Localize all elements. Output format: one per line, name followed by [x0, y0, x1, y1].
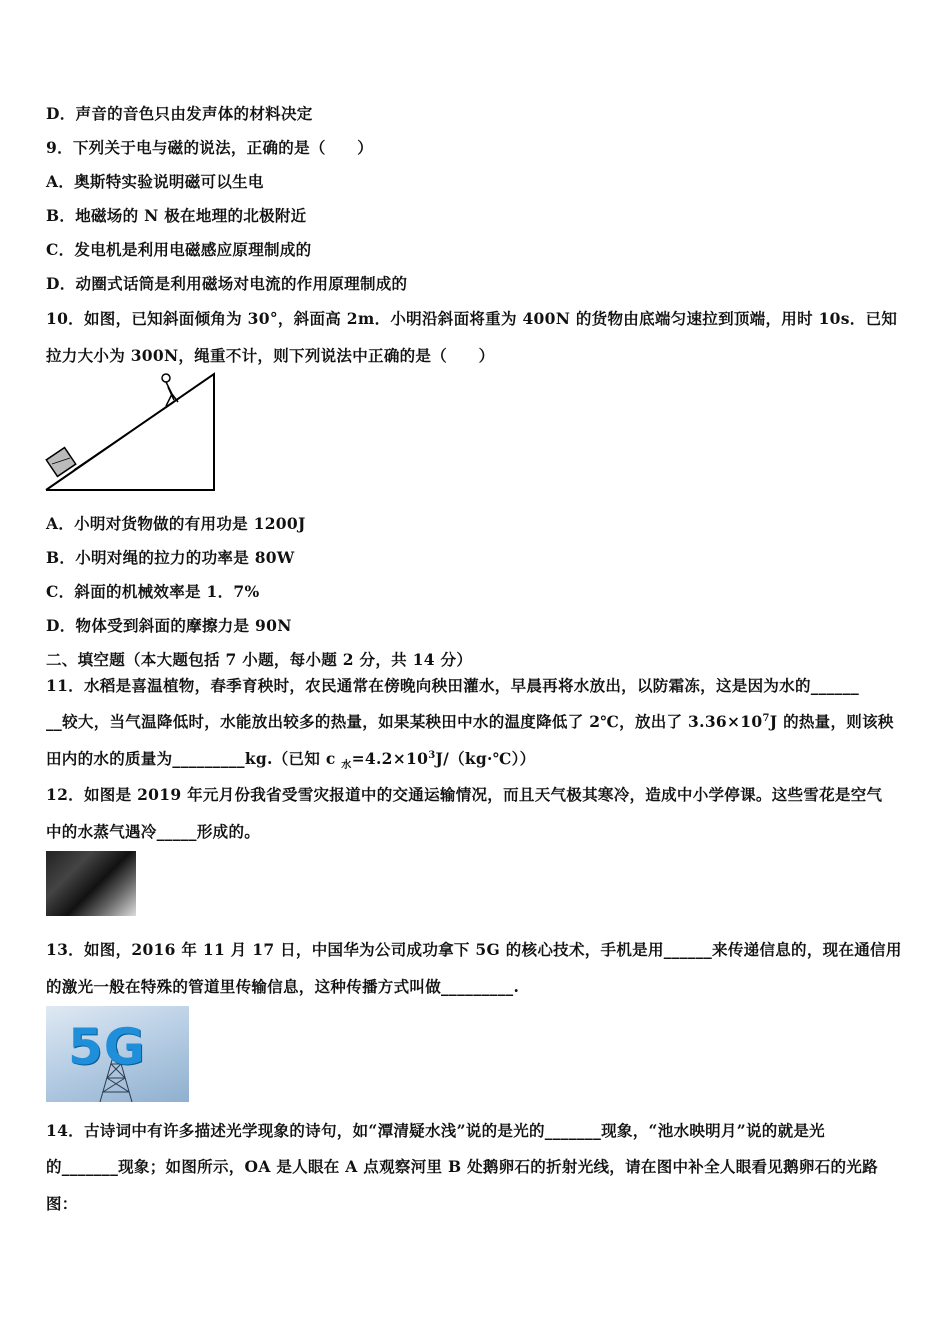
snow-photo: [46, 851, 136, 916]
question-10-option-c: C．斜面的机械效率是 1．7%: [46, 582, 260, 601]
incline-figure: [44, 372, 218, 494]
q11-text-e: J/（kg·℃））: [435, 749, 536, 768]
q11-exponent: 7: [762, 712, 770, 724]
question-11-line-1: 11．水稻是喜温植物，春季育秧时，农民通常在傍晚向秧田灌水，早晨再将水放出，以防霜冻，这是因为水的______: [46, 676, 860, 695]
question-9-option-b: B．地磁场的 N 极在地理的北极附近: [46, 206, 307, 225]
question-10-line-2: 拉力大小为 300N，绳重不计，则下列说法中正确的是（ ）: [46, 346, 495, 365]
q11-text-b: J 的热量，则该秧: [769, 712, 894, 731]
q11-text-d: =4.2×10: [351, 749, 429, 768]
question-9: 9．下列关于电与磁的说法，正确的是（ ）: [46, 138, 374, 157]
q11-text-a: __较大，当气温降低时，水能放出较多的热量，如果某秧田中水的温度降低了 2℃，放出了 3.36×10: [46, 712, 763, 731]
question-10-option-d: D．物体受到斜面的摩擦力是 90N: [46, 616, 292, 635]
section-2-heading: 二、填空题（本大题包括 7 小题，每小题 2 分，共 14 分）: [46, 650, 473, 669]
question-13-line-2: 的激光一般在特殊的管道里传输信息，这种传播方式叫做_________.: [46, 977, 520, 996]
question-12-line-2: 中的水蒸气遇冷_____形成的。: [46, 822, 261, 841]
q11-text-c: 田内的水的质量为_________kg.（已知 c: [46, 749, 342, 768]
question-11-line-2: [46, 710, 894, 732]
question-14-line-1: 14．古诗词中有许多描述光学现象的诗句，如“潭清疑水浅”说的是光的_______现象，“池水映明月”说的就是光: [46, 1121, 825, 1140]
five-g-label: 5G: [68, 1018, 146, 1076]
five-g-image: [46, 1006, 189, 1102]
question-10-option-b: B．小明对绳的拉力的功率是 80W: [46, 548, 295, 567]
question-12-line-1: 12．如图是 2019 年元月份我省受雪灾报道中的交通运输情况，而且天气极其寒冷，造成中小学停课。这些雪花是空气: [46, 785, 883, 804]
question-13-line-1: 13．如图，2016 年 11 月 17 日，中国华为公司成功拿下 5G 的核心技术，手机是用______来传递信息的，现在通信用: [46, 940, 902, 959]
question-11-line-3: [46, 747, 535, 771]
question-9-option-a: A．奥斯特实验说明磁可以生电: [46, 172, 264, 191]
rope: [74, 402, 174, 470]
question-10-option-a: A．小明对货物做的有用功是 1200J: [46, 514, 306, 533]
line-d-timbre: D．声音的音色只由发声体的材料决定: [46, 104, 313, 123]
q11-exponent-2: 3: [428, 749, 436, 761]
question-9-option-d: D．动圈式话筒是利用磁场对电流的作用原理制成的: [46, 274, 408, 293]
question-14-line-2: 的_______现象；如图所示，OA 是人眼在 A 点观察河里 B 处鹅卵石的折射光线，请在图中补全人眼看见鹅卵石的光路: [46, 1157, 878, 1176]
question-10-line-1: 10．如图，已知斜面倾角为 30°，斜面高 2m．小明沿斜面将重为 400N 的货物由底端匀速拉到顶端，用时 10s．已知: [46, 309, 898, 328]
q11-subscript: 水: [341, 760, 352, 772]
question-14-line-3: 图：: [46, 1194, 78, 1213]
question-9-option-c: C．发电机是利用电磁感应原理制成的: [46, 240, 312, 259]
